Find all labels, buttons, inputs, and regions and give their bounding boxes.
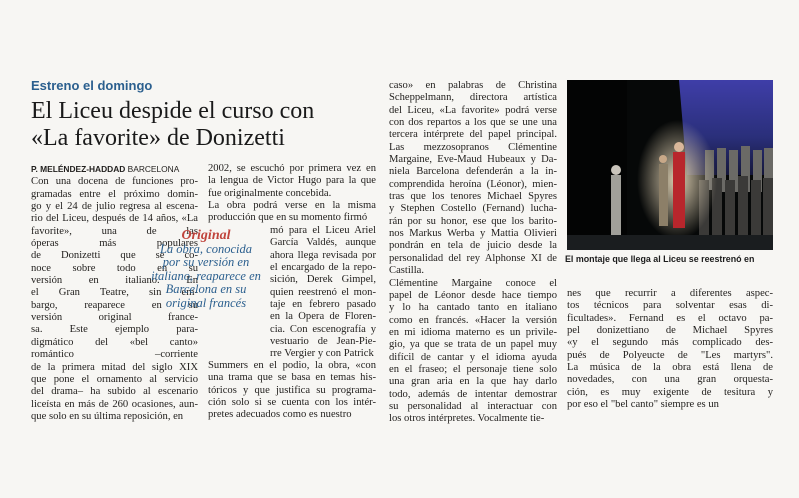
byline [31, 163, 198, 175]
article-text-line: quien reestrenó el mon- [270, 286, 376, 298]
article-text-line: ción solo si se cuenta con los intér- [208, 397, 376, 409]
pull-quote-title: Original [181, 228, 231, 243]
article-text-line: nes que recurrir a diferentes aspec- [567, 288, 773, 299]
article-text-line: novedades, con una gran orquesta- [567, 374, 773, 386]
article-text-line: los otros intérpretes. Vocalmente tie- [389, 413, 545, 425]
article-text-line: romántico –corriente [31, 349, 198, 361]
article-text-line: personalidad del rey Alphonse XI de [389, 252, 557, 264]
article-text-line: Las mezzosopranos Clémentine [389, 141, 557, 153]
article-text-line: Con una docena de funciones pro- [31, 176, 198, 188]
article-text-line: difícil de cantar y el idioma ayuda [389, 351, 557, 363]
pull-quote-text: La obra, conocida por su versión en italiano, reaparece en Barcelona en su original francés [151, 242, 261, 310]
article-text-line: que pone el ornamento al servicio [31, 373, 198, 385]
article-text-line: que solo en su última reposición, en [31, 410, 184, 422]
article-text-line: cia. Con escenografía y [270, 323, 376, 335]
article-text-line: de la primera mitad del siglo XIX [31, 361, 198, 373]
byline-author: P. MELÉNDEZ-HADDAD [31, 164, 126, 174]
pull-quote [150, 228, 262, 310]
article-text-line: ción, es muy exigente de tesitura y [567, 386, 773, 398]
article-text-line: rio del Liceu, después de 14 años, «La [31, 213, 198, 225]
article-text-line: su personalidad al interactuar con [389, 400, 557, 412]
article-column-2-top [208, 163, 376, 225]
article-column-3 [389, 80, 557, 426]
headline-line: «La favorite» de Donizetti [31, 125, 285, 151]
article-text-line: gramadas entre el próximo domin- [31, 188, 198, 200]
article-text-line: Castilla. [389, 265, 425, 277]
article-text-line: noce sobre todo en su [31, 262, 198, 274]
article-text-line: vestuario de Jean-Pie- [270, 336, 376, 348]
article-text-line: rán por su honor, ese que los barito- [389, 215, 557, 227]
article-text-line: 2002, se escuchó por primera vez en [208, 163, 376, 174]
article-text-line: sición, Derek Gimpel, [270, 274, 376, 286]
article-text-line: pués de Polyeucte de "Les martyrs". [567, 349, 773, 361]
opera-stage-photo [567, 80, 773, 250]
article-text-line: pondrán en tela de juicio desde la [389, 240, 557, 252]
article-text-line: por eso el "bel canto" siempre es un [567, 399, 719, 411]
article-text-line: óperas más populares [31, 238, 198, 250]
byline-place: BARCELONA [127, 164, 180, 174]
article-text-line: una trama que se basa en temas his- [208, 372, 376, 384]
article-text-line: ficultades». Fernand es el octavo pa- [567, 312, 773, 324]
article-text-line: niela Barcelona defenderán a la in- [389, 166, 557, 178]
article-text-line: versión original france- [31, 312, 198, 324]
article-text-line: papel de Léonor desde hace tiempo [389, 289, 557, 301]
article-text-line: rre Vergier y con Patrick [270, 348, 374, 360]
article-text-line: «y el segundo más complicado des- [567, 337, 773, 349]
article-text-line: bargo, reaparece en su [31, 299, 198, 311]
article-text-line: caso» en palabras de Christina [389, 80, 557, 91]
article-text-line: tras que los tenores Michael Spyres [389, 191, 557, 203]
article-text-line: del Liceu, «La favorite» podrá verse [389, 104, 557, 116]
article-text-line: en la Ópera de Floren- [270, 311, 376, 323]
article-text-line: La obra podrá verse en la misma [208, 200, 376, 212]
article-text-line: go y el 24 de julio regresa al escena- [31, 201, 198, 213]
article-text-line: digmático del «bel canto» [31, 336, 198, 348]
article-text-line: sa. Este ejemplo para- [31, 324, 198, 336]
article-column-4 [567, 288, 773, 411]
article-text-line: de Donizetti que se co- [31, 250, 198, 262]
article-text-line: fue originalmente concebida. [208, 187, 332, 199]
article-text-line: con dos repartos a los que se une una [389, 117, 557, 129]
article-text-line: y lo ha cantado tanto en italiano [389, 302, 557, 314]
article-text-line: Scheppelmann, directora artística [389, 92, 557, 104]
article-text-line: tóricos y que justifica su programa- [208, 384, 376, 396]
article-text-line: ahora llega revisada por [270, 249, 376, 261]
article-text-line: el encargado de la repo- [270, 262, 376, 274]
article-text-line: favorite», una de las [31, 225, 198, 237]
article-column-2-wrap [270, 225, 376, 361]
article-text-line: tos técnicos para solventar esas di- [567, 300, 773, 312]
article-text-line: como en francés. «Hacer la versión [389, 314, 557, 326]
article-text-line: Summers en el podio, la obra, «con [208, 360, 376, 371]
article-headline [31, 98, 371, 152]
stage-scene-image [567, 80, 773, 250]
article-text-line: gio, ya que se trata de un papel muy [389, 339, 557, 351]
article-text-line: una gran aria en la que hay darlo [389, 376, 557, 388]
article-text-line: taje en febrero pasado [270, 299, 376, 311]
article-text-line: el Gran Teatre, sin em- [31, 287, 198, 299]
article-text-line: Margaine, Eve-Maud Hubeaux y Da- [389, 154, 557, 166]
article-text-line: tercera intérprete del papel principal. [389, 129, 557, 141]
article-text-line: en el fraseo; el personaje tiene solo [389, 363, 557, 375]
article-text-line: versión en italiano. En [31, 275, 198, 287]
article-text-line: producción que en su momento firmó [208, 212, 368, 224]
article-text-line: en mi idioma materno es un privile- [389, 326, 557, 338]
article-column-2-bottom [208, 360, 376, 422]
article-text-line: la lengua de Victor Hugo para la que [208, 175, 376, 187]
article-text-line: mó para el Liceu Ariel [270, 225, 376, 236]
article-text-line: liceísta en más de 260 ocasiones, aun- [31, 398, 198, 410]
article-text-line: y Stephen Costello (Fernand) lucha- [389, 203, 557, 215]
article-kicker: Estreno el domingo [31, 78, 153, 93]
article-text-line: Clémentine Margaine conoce el [389, 277, 557, 289]
article-text-line: pel donizettiano de Michael Spyres [567, 325, 773, 337]
article-text-line: todo, además de intentar demostrar [389, 388, 557, 400]
photo-caption: El montaje que llega al Liceu se reestrenó en [565, 254, 755, 264]
headline-line: El Liceu despide el curso con [31, 98, 315, 124]
article-text-line: comprendida heroína (Léonor), mien- [389, 178, 557, 190]
article-text-line: La música de la obra está llena de [567, 362, 773, 374]
article-text-line: del drama– ha subido al escenario [31, 386, 198, 398]
article-text-line: nos Markus Werba y Mattia Olivieri [389, 228, 557, 240]
article-text-line: pretes adecuados como es nuestro [208, 409, 352, 421]
article-text-line: García Valdés, aunque [270, 237, 376, 249]
